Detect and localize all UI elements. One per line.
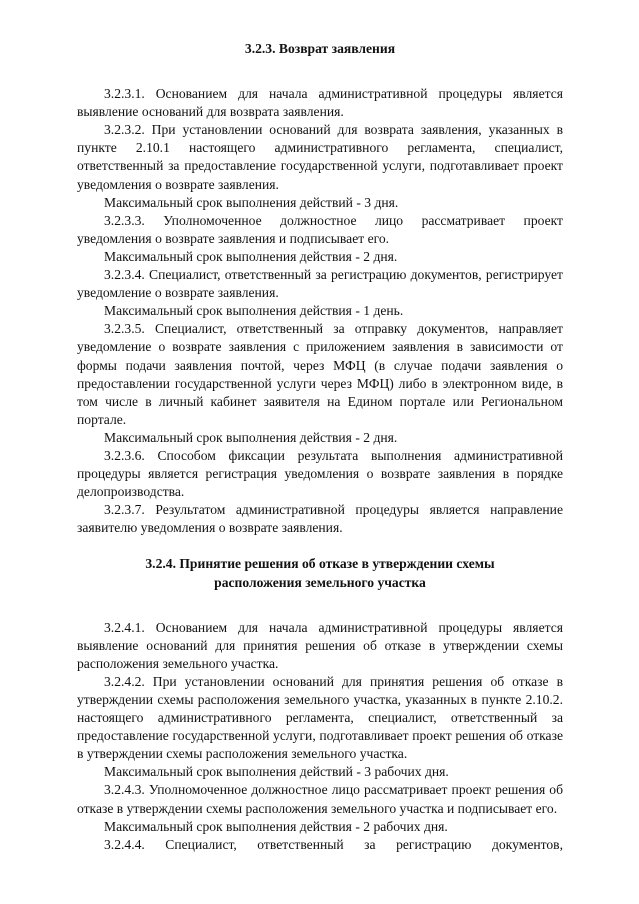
paragraph-max-term-4: Максимальный срок выполнения действия - 2 дня.	[104, 429, 398, 445]
paragraph-max-term-3: Максимальный срок выполнения действия - 1 день.	[104, 303, 404, 319]
paragraph-3-2-4-3: 3.2.4.3. Уполномоченное должностное лицо рассматривает проект решения об отказе в утверждении схемы расположения земельного участка и подписывает его.	[77, 782, 563, 816]
paragraph-3-2-3-6: 3.2.3.6. Способом фиксации результата выполнения административной процедуры является регистрация уведомления о возврате заявления в порядке делопроизводства.	[77, 447, 563, 500]
section-heading-3-2-4-line2: расположения земельного участка	[214, 574, 426, 590]
paragraph-3-2-3-1: 3.2.3.1. Основанием для начала административной процедуры является выявление оснований для возврата заявления.	[77, 86, 563, 120]
section-heading-3-2-4	[77, 555, 563, 591]
document-page	[77, 40, 563, 854]
paragraph-3-2-3-3: 3.2.3.3. Уполномоченное должностное лицо рассматривает проект уведомления о возврате заявления и подписывает его.	[77, 212, 563, 246]
paragraph-3-2-3-5: 3.2.3.5. Специалист, ответственный за отправку документов, направляет уведомление о возврате заявления с приложением заявления в зависимости от формы подачи заявления почтой, через МФЦ (в случае подачи заявления о предоставлении государственной услуги через МФЦ) либо в электронном виде, в том числе в личный кабинет заявителя на Едином портале или Региональном портале.	[77, 321, 563, 427]
paragraph-max-term-1: Максимальный срок выполнения действий - 3 дня.	[104, 194, 399, 210]
paragraph-3-2-4-1: 3.2.4.1. Основанием для начала административной процедуры является выявление оснований для принятия решения об отказе в утверждении схемы расположения земельного участка.	[77, 619, 563, 671]
section-heading-3-2-3: 3.2.3. Возврат заявления	[244, 41, 396, 56]
paragraph-max-term-6: Максимальный срок выполнения действия - 2 рабочих дня.	[104, 818, 448, 834]
paragraph-3-2-3-4: 3.2.3.4. Специалист, ответственный за регистрацию документов, регистрирует уведомление о возврате заявления.	[77, 267, 563, 301]
paragraph-3-2-3-2: 3.2.3.2. При установлении оснований для возврата заявления, указанных в пункте 2.10.1 настоящего административного регламента, специалист, ответственный за предоставление государственной услуги, подготавливает проект уведомления о возврате заявления.	[77, 122, 563, 192]
paragraph-3-2-4-4: 3.2.4.4. Специалист, ответственный за регистрацию документов,	[104, 836, 563, 852]
paragraph-3-2-4-2: 3.2.4.2. При установлении оснований для принятия решения об отказе в утверждении схемы расположения земельного участка, указанных в пункте 2.10.2. настоящего административного регламента, специалист, ответственный за предоставление государственной услуги, подготавливает проект решения об отказе в утверждении схемы расположения земельного участка.	[77, 673, 563, 762]
paragraph-max-term-5: Максимальный срок выполнения действий - 3 рабочих дня.	[104, 764, 449, 780]
section-heading-3-2-4-line1: 3.2.4. Принятие решения об отказе в утверждении схемы	[145, 556, 495, 572]
paragraph-3-2-3-7: 3.2.3.7. Результатом административной процедуры является направление заявителю уведомления о возврате заявления.	[77, 502, 563, 536]
paragraph-max-term-2: Максимальный срок выполнения действия - 2 дня.	[104, 248, 398, 264]
